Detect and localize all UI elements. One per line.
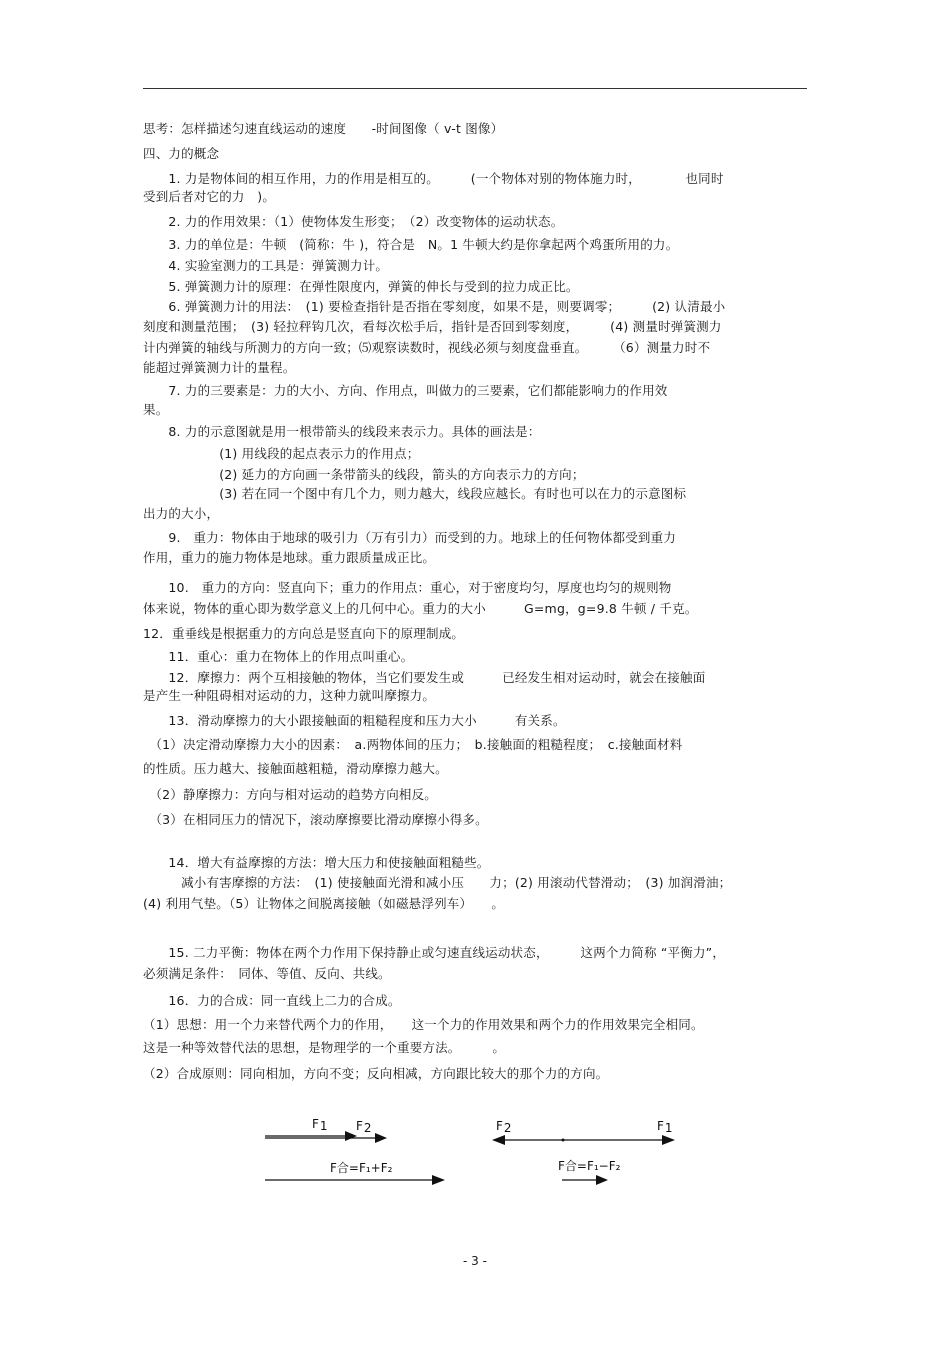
text-line: 体来说，物体的重心即为数学意义上的几何中心。重力的大小 G=mg，g=9.8 牛顿 / 千克。: [143, 601, 698, 616]
text-line: 12．重垂线是根据重力的方向总是竖直向下的原理制成。: [143, 626, 465, 641]
text-line: 13．滑动摩擦力的大小跟接触面的粗糙程度和压力大小 有关系。: [143, 713, 566, 728]
diff-arrowhead: [596, 1175, 608, 1185]
text-line: （3）在相同压力的情况下，滚动摩擦要比滑动摩擦小得多。: [143, 812, 488, 827]
sum-arrowhead: [432, 1175, 445, 1185]
text-line: 4. 实验室测力的工具是：弹簧测力计。: [143, 258, 389, 273]
text-line: 6. 弹簧测力计的用法： (1) 要检查指针是否指在零刻度，如果不是，则要调零； (2) 认清最小: [143, 299, 726, 314]
text-line: 7. 力的三要素是：力的大小、方向、作用点，叫做力的三要素，它们都能影响力的作用效: [143, 383, 668, 398]
text-line: 能超过弹簧测力计的量程。: [143, 360, 296, 375]
text-line: (3) 若在同一个图中有几个力，则力越大，线段应越长。有时也可以在力的示意图标: [143, 486, 687, 501]
f2-left-arrowhead: [492, 1135, 505, 1145]
f1-right-arrowhead: [662, 1135, 675, 1145]
text-line: 受到后者对它的力 )。: [143, 189, 276, 204]
text-line: 9. 重力：物体由于地球的吸引力（万有引力）而受到的力。地球上的任何物体都受到重力: [143, 530, 677, 545]
f2-label: F2: [356, 1119, 372, 1135]
page-number: - 3 -: [463, 1254, 487, 1268]
sum-label: F合=F₁+F₂: [330, 1161, 393, 1175]
text-line: 刻度和测量范围； (3) 轻拉秤钩几次，看每次松手后，指针是否回到零刻度， (4) 测量时弹簧测力: [143, 319, 722, 334]
text-line: 思考：怎样描述匀速直线运动的速度 -时间图像（ v-t 图像）: [143, 121, 504, 136]
text-line: 必须满足条件： 同体、等值、反向、共线。: [143, 966, 391, 981]
text-line: 15. 二力平衡：物体在两个力作用下保持静止或匀速直线运动状态， 这两个力简称 “平衡力”，: [143, 945, 726, 960]
text-line: 这是一种等效替代法的思想，是物理学的一个重要方法。 。: [143, 1040, 506, 1055]
text-line: 果。: [143, 402, 169, 417]
text-line: 1. 力是物体间的相互作用，力的作用是相互的。 (一个物体对别的物体施力时， 也同时: [143, 171, 724, 186]
text-line: 8. 力的示意图就是用一根带箭头的线段来表示力。具体的画法是：: [143, 424, 541, 439]
text-line: 5. 弹簧测力计的原理：在弹性限度内，弹簧的伸长与受到的拉力成正比。: [143, 279, 579, 294]
text-line: 2. 力的作用效果：（1）使物体发生形变； （2）改变物体的运动状态。: [143, 214, 564, 229]
text-line: 12．摩擦力：两个互相接触的物体，当它们要发生或 已经发生相对运动时，就会在接触面: [143, 670, 706, 685]
text-line: 3. 力的单位是：牛顿 (简称：牛 )，符合是 N。1 牛顿大约是你拿起两个鸡蛋所用的力。: [143, 237, 679, 252]
text-line: （1）决定滑动摩擦力大小的因素： a.两物体间的压力； b.接触面的粗糙程度； c.接触面材料: [143, 737, 683, 752]
text-line: 减小有害摩擦的方法： (1) 使接触面光滑和减小压 力；(2) 用滚动代替滑动； (3) 加润滑油；: [143, 875, 732, 890]
text-line: 16．力的合成：同一直线上二力的合成。: [143, 993, 401, 1008]
f1-opposite-label: F1: [657, 1119, 673, 1135]
text-line: （2）合成原则：同向相加，方向不变；反向相减，方向跟比较大的那个力的方向。: [143, 1066, 609, 1081]
diff-label: F合=F₁−F₂: [558, 1159, 621, 1173]
text-line: (2) 延力的方向画一条带箭头的线段，箭头的方向表示力的方向；: [143, 467, 585, 482]
text-line: 出力的大小，: [143, 506, 220, 521]
text-line: 作用，重力的施力物体是地球。重力跟质量成正比。: [143, 550, 436, 565]
text-line: 的性质。压力越大、接触面越粗糙，滑动摩擦力越大。: [143, 761, 448, 776]
text-line: 四、力的概念: [143, 146, 220, 161]
text-line: (4) 利用气垫。（5）让物体之间脱离接触（如磁悬浮列车） 。: [143, 896, 505, 911]
text-line: 10. 重力的方向：竖直向下；重力的作用点：重心，对于密度均匀，厚度也均匀的规则物: [143, 580, 672, 595]
text-line: （1）思想：用一个力来替代两个力的作用， 这一个力的作用效果和两个力的作用效果完全相同。: [143, 1017, 704, 1032]
text-line: 14．增大有益摩擦的方法：增大压力和使接触面粗糙些。: [143, 855, 490, 870]
text-line: 11．重心：重力在物体上的作用点叫重心。: [143, 649, 414, 664]
text-line: (1) 用线段的起点表示力的作用点；: [143, 446, 420, 461]
text-line: （2）静摩擦力：方向与相对运动的趋势方向相反。: [143, 787, 438, 802]
text-line: 计内弹簧的轴线与所测力的方向一致；⑸观察读数时，视线必须与刻度盘垂直。 （6）测量力时不: [143, 340, 711, 355]
f2-arrowhead: [375, 1133, 387, 1143]
text-line: 是产生一种阻碍相对运动的力，这种力就叫摩擦力。: [143, 688, 436, 703]
f2-opposite-label: F2: [496, 1119, 512, 1135]
f1-label: F1: [312, 1117, 328, 1133]
point-of-action: [562, 1139, 565, 1142]
